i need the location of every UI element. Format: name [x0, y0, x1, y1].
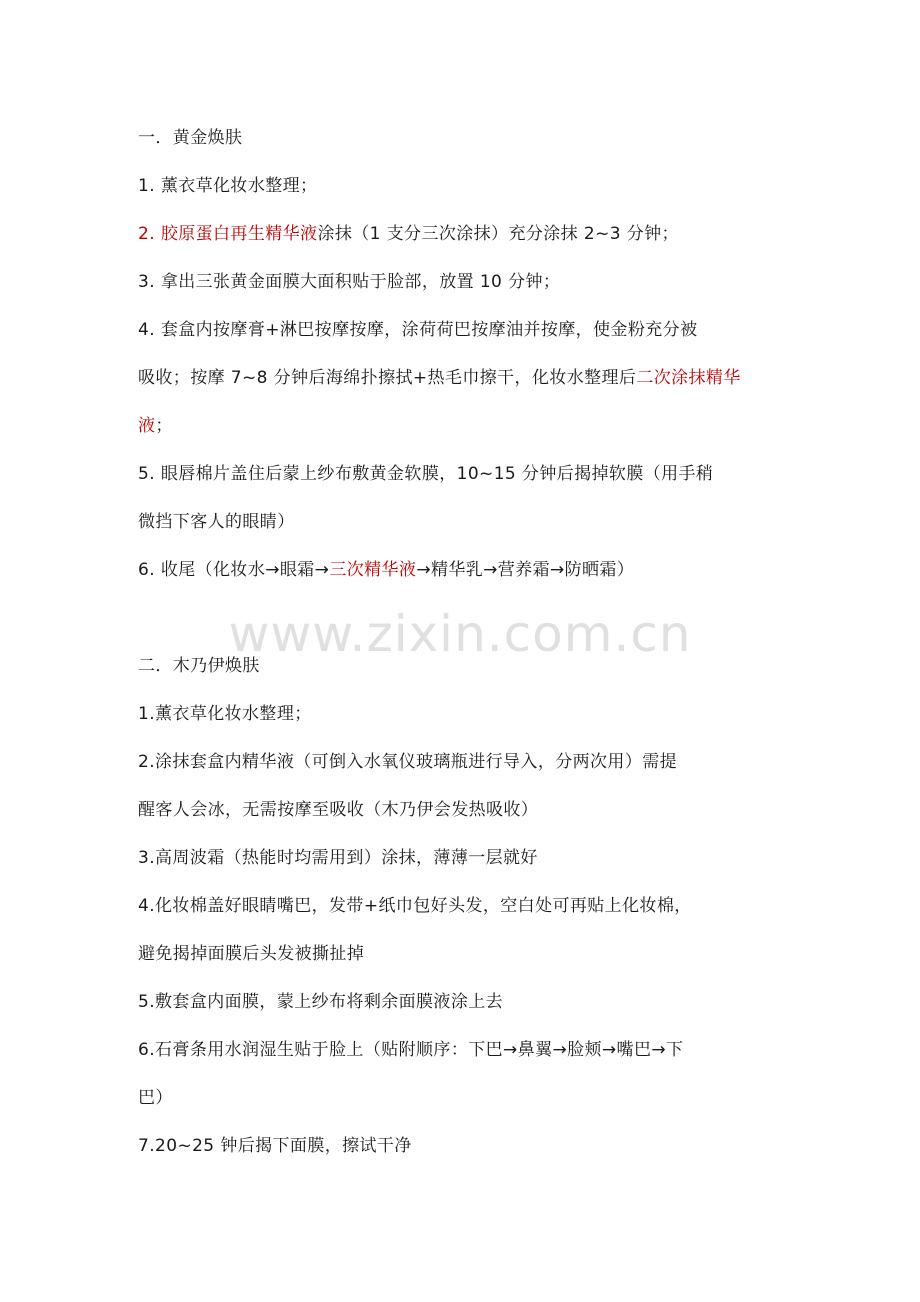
section-heading-gold: 一．黄金焕肤	[138, 128, 243, 148]
gold-step-4-highlight: 二次涂抹精华	[636, 368, 741, 388]
gold-step-4-line-2	[138, 366, 741, 390]
section-heading-mummy: 二．木乃伊焕肤	[138, 656, 260, 676]
gold-step-2	[138, 222, 679, 246]
mummy-step-7: 7.20~25 钟后揭下面膜，擦试干净	[138, 1136, 412, 1156]
gold-step-3: 3. 拿出三张黄金面膜大面积贴于脸部，放置 10 分钟；	[138, 272, 561, 292]
mummy-step-6-line-2: 巴）	[138, 1088, 173, 1108]
watermark: www.zixin.com.cn	[228, 605, 692, 663]
gold-step-6-highlight: 三次精华液	[329, 560, 417, 580]
gold-step-1: 1. 薰衣草化妆水整理；	[138, 176, 318, 196]
gold-step-5-line-1: 5. 眼唇棉片盖住后蒙上纱布敷黄金软膜，10~15 分钟后揭掉软膜（用手稍	[138, 464, 714, 484]
mummy-step-4-line-2: 避免揭掉面膜后头发被撕扯掉	[138, 944, 365, 964]
gold-step-2-text: 涂抹（1 支分三次涂抹）充分涂抹 2~3 分钟；	[317, 224, 679, 244]
gold-step-6-post: →精华乳→营养霜→防晒霜）	[416, 560, 635, 580]
mummy-step-3: 3.高周波霜（热能时均需用到）涂抹，薄薄一层就好	[138, 848, 538, 868]
gold-step-2-highlight: 胶原蛋白再生精华液	[160, 224, 318, 244]
gold-step-2-num: 2.	[138, 224, 161, 244]
mummy-step-2-line-1: 2.涂抹套盒内精华液（可倒入水氧仪玻璃瓶进行导入，分两次用）需提	[138, 752, 678, 772]
gold-step-4-line-1: 4. 套盒内按摩膏+淋巴按摩按摩，涂荷荷巴按摩油并按摩，使金粉充分被	[138, 320, 698, 340]
gold-step-5-line-2: 微挡下客人的眼睛）	[138, 512, 295, 532]
gold-step-4-text: 吸收；按摩 7~8 分钟后海绵扑擦拭+热毛巾擦干，化妆水整理后	[138, 368, 637, 388]
gold-step-6	[138, 558, 634, 582]
mummy-step-2-line-2: 醒客人会冰，无需按摩至吸收（木乃伊会发热吸收）	[138, 800, 539, 820]
gold-step-4-highlight-end: 液	[138, 416, 156, 436]
mummy-step-4-line-1: 4.化妆棉盖好眼睛嘴巴，发带+纸巾包好头发，空白处可再贴上化妆棉，	[138, 896, 692, 916]
mummy-step-6-line-1: 6.石膏条用水润湿生贴于脸上（贴附顺序：下巴→鼻翼→脸颊→嘴巴→下	[138, 1040, 684, 1060]
mummy-step-5: 5.敷套盒内面膜，蒙上纱布将剩余面膜液涂上去	[138, 992, 504, 1012]
gold-step-6-pre: 6. 收尾（化妆水→眼霜→	[138, 560, 330, 580]
mummy-step-1: 1.薰衣草化妆水整理；	[138, 704, 312, 724]
gold-step-4-punct: ；	[155, 416, 173, 436]
gold-step-4-line-3	[138, 414, 173, 438]
